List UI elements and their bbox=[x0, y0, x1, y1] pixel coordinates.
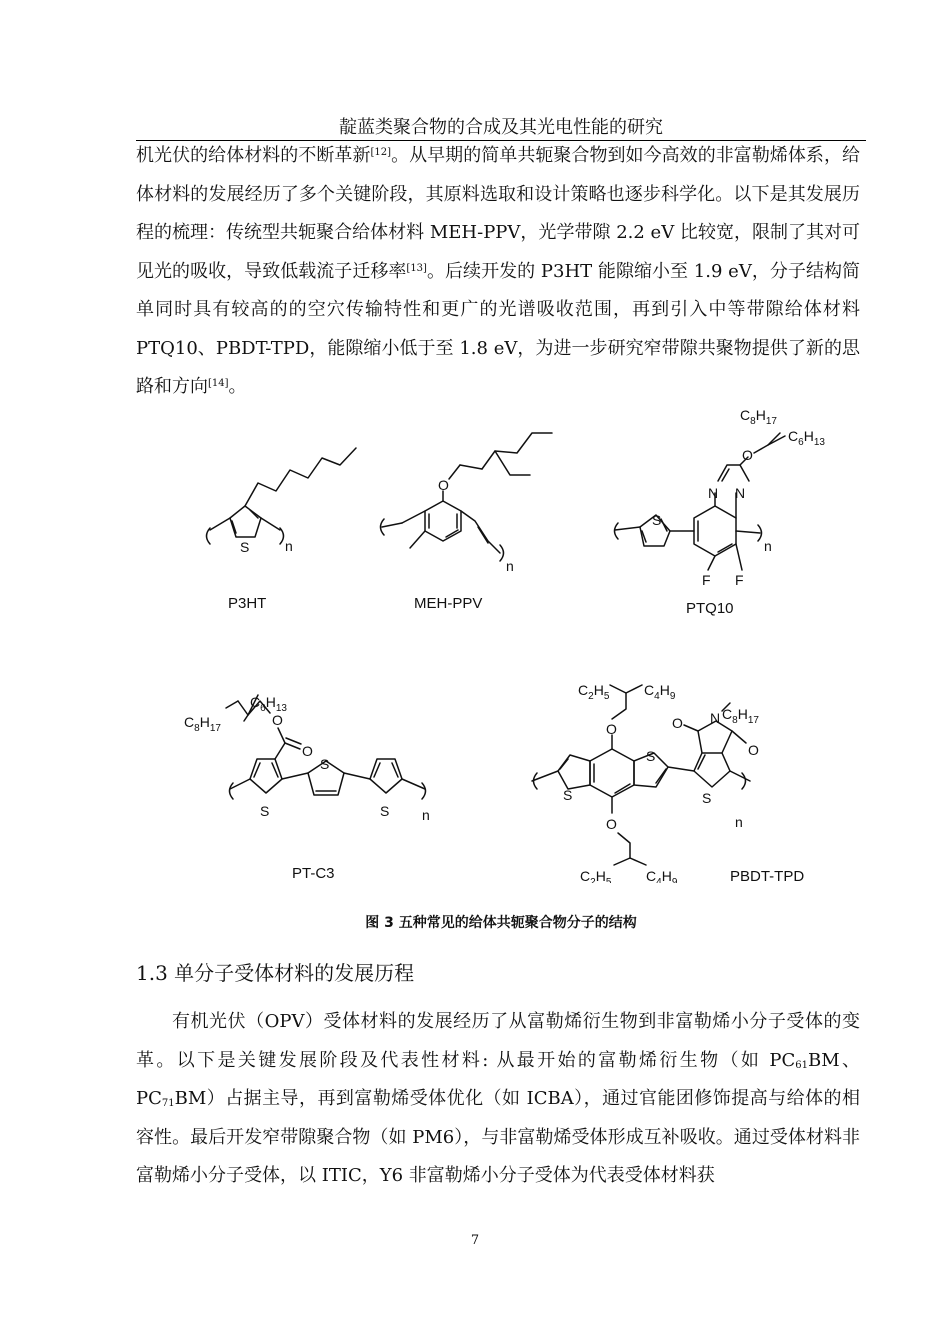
oxygen-atom: O bbox=[272, 712, 283, 728]
repeat-n: n bbox=[735, 814, 743, 830]
text-run: 。 bbox=[228, 376, 247, 397]
running-header: 靛蓝类聚合物的合成及其光电性能的研究 bbox=[339, 117, 663, 138]
ptq10-structure bbox=[615, 433, 786, 617]
pbdttpd-structure bbox=[532, 685, 804, 883]
text-run: 。后续开发的 P3HT 能隙缩小至 1.9 eV，分子结构简单同时具有较高的的空穴传输特性和更广的光谱吸收范围，再到引入中等带隙给体材料 PTQ10、PBDT-TPD，能隙缩小低于至 1.8 eV，为进一步研究窄带隙共聚物提供了新的思路和方向 bbox=[136, 260, 860, 397]
subscript: 61 bbox=[795, 1059, 808, 1071]
c2h5-group: $C_2H_5$ bbox=[580, 868, 612, 883]
c4h9-group: $C_4H_9$ bbox=[644, 682, 676, 702]
oxygen-atom: O bbox=[302, 743, 313, 759]
fluorine-atom: F bbox=[735, 572, 744, 588]
c8h17-group: $C_8H_{17}$ bbox=[184, 714, 221, 734]
sulfur-atom: S bbox=[320, 756, 330, 772]
c4h9-group: $C_4H_9$ bbox=[646, 868, 678, 883]
p3ht-structure bbox=[207, 448, 357, 612]
figure-3 bbox=[170, 403, 850, 887]
page-number: 7 bbox=[470, 1233, 480, 1248]
sulfur-atom: S bbox=[240, 539, 250, 555]
text-run: 。从早期的简单共轭聚合物到如今高效的非富勒烯体系，给体材料的发展经历了多个关键阶段，其原料选取和设计策略也逐步科学化。以下是其发展历程的梳理：传统型共轭聚合给体材料 MEH-PPV，光学带隙 2.2 eV 比较宽，限制了其对可见光的吸收，导致低载流子迁移率 bbox=[136, 145, 861, 282]
citation: [12] bbox=[370, 147, 392, 158]
c8h17-group: $C_8H_{17}$ bbox=[722, 706, 759, 726]
citation: [13] bbox=[406, 262, 427, 274]
nitrogen-atom: N bbox=[710, 710, 721, 726]
figure-caption: 图 3 五种常见的给体共轭聚合物分子的结构 bbox=[365, 915, 637, 931]
label-pbdttpd: PBDT-TPD bbox=[730, 868, 805, 883]
repeat-n: n bbox=[285, 538, 293, 554]
text-run: 有机光伏（OPV）受体材料的发展经历了从富勒烯衍生物到非富勒烯小分子受体的变革。以下是关键发展阶段及代表性材料: 从最开始的富勒烯衍生物（如 PC bbox=[136, 1011, 860, 1071]
repeat-n: n bbox=[506, 558, 514, 574]
repeat-n: n bbox=[422, 807, 430, 823]
oxygen-atom: O bbox=[606, 816, 617, 832]
c6h13-group: $C_6H_{13}$ bbox=[250, 694, 287, 714]
ptc3-structure bbox=[226, 695, 430, 882]
oxygen-atom: O bbox=[742, 447, 753, 463]
sulfur-atom: S bbox=[702, 790, 712, 806]
text-run: BM）占据主导，再到富勒烯受体优化（如 ICBA），通过官能团修饰提高与给体的相容性。最后开发窄带隙聚合物（如 PM6），与非富勒烯受体形成互补吸收。通过受体材料非富勒烯小分子受体，以 ITIC，Y6 非富勒烯小分子受体为代表受体材料获 bbox=[136, 1088, 860, 1186]
fluorine-atom: F bbox=[702, 572, 711, 588]
oxygen-atom: O bbox=[672, 715, 683, 731]
citation: [14] bbox=[208, 378, 229, 389]
nitrogen-atom: N bbox=[735, 485, 746, 501]
sulfur-atom: S bbox=[652, 512, 662, 528]
body-paragraph-2 bbox=[136, 1003, 860, 1196]
mehppv-structure bbox=[381, 433, 553, 612]
nitrogen-atom: N bbox=[708, 485, 719, 501]
sulfur-atom: S bbox=[260, 803, 270, 819]
c2h5-group: $C_2H_5$ bbox=[578, 682, 610, 702]
text-run: BM、PC bbox=[136, 1049, 860, 1109]
c8h17-group: $C_8H_{17}$ bbox=[740, 407, 777, 427]
label-p3ht: P3HT bbox=[228, 595, 267, 612]
body-paragraph-1 bbox=[136, 137, 860, 407]
sulfur-atom: S bbox=[380, 803, 390, 819]
oxygen-atom: O bbox=[748, 742, 759, 758]
structures-diagram bbox=[170, 403, 850, 883]
c6h13-group: $C_6H_{13}$ bbox=[788, 428, 825, 448]
sulfur-atom: S bbox=[563, 787, 573, 803]
oxygen-atom: O bbox=[606, 721, 617, 737]
section-heading: 1.3 单分子受体材料的发展历程 bbox=[136, 961, 415, 985]
label-ptq10: PTQ10 bbox=[686, 600, 734, 617]
text-run: 机光伏的给体材料的不断革新 bbox=[136, 145, 371, 166]
label-mehppv: MEH-PPV bbox=[414, 595, 483, 612]
sulfur-atom: S bbox=[646, 748, 656, 764]
label-ptc3: PT-C3 bbox=[292, 865, 335, 882]
oxygen-atom: O bbox=[438, 477, 449, 493]
repeat-n: n bbox=[764, 538, 772, 554]
subscript: 71 bbox=[161, 1098, 175, 1109]
